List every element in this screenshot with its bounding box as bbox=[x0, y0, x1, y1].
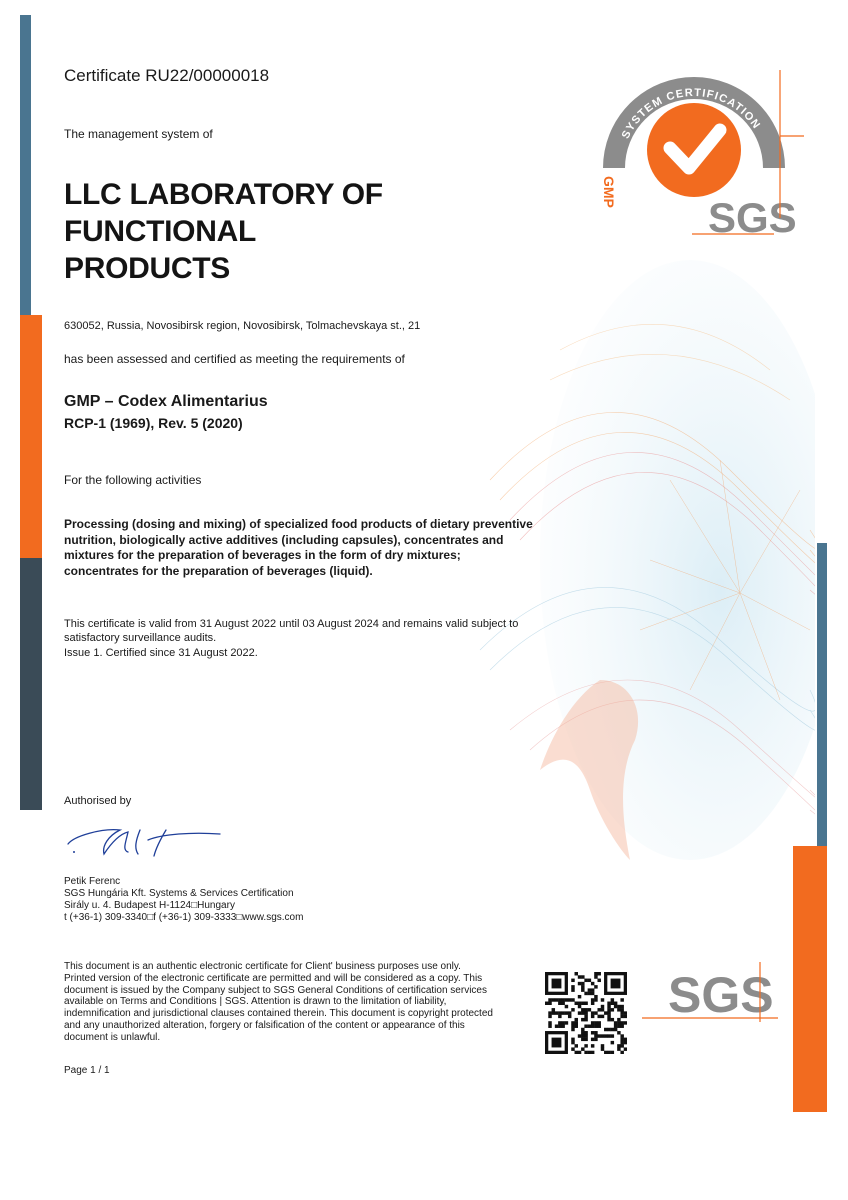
disclaimer-text: This document is an authentic electronic certificate for Client' business purposes use only. Printed version of the electronic certificate are permitted and will be considered as a copy. This document is issued by the Company subject to SGS General Conditions of certification services available on Terms and Conditions | SGS. Attention is drawn to the limitation of liability, indemnification and jurisdictional clauses contained therein. This document is copyright protected and any unauthorized alteration, forgery or falsification of the content or appearance of this document is unlawful. bbox=[64, 961, 493, 1043]
gmp-certification-logo bbox=[592, 68, 812, 240]
activities-scope: Processing (dosing and mixing) of specialized food products of dietary preventive nutrition, biologically active additives (including capsules), concentrates and mixtures for the preparation of beverages in the form of dry mixtures; concentrates for the preparation of beverages (liquid). bbox=[64, 517, 533, 578]
validity-statement: This certificate is valid from 31 August 2022 until 03 August 2024 and remains valid subject to satisfactory surveillance audits. bbox=[64, 618, 519, 644]
authorised-by-label: Authorised by bbox=[64, 795, 132, 807]
activities-intro: For the following activities bbox=[64, 473, 202, 487]
assessed-statement: has been assessed and certified as meeting the requirements of bbox=[64, 352, 405, 366]
sgs-footer-logo bbox=[640, 962, 782, 1026]
standard-name: GMP – Codex Alimentarius bbox=[64, 393, 268, 410]
organization-address: 630052, Russia, Novosibirsk region, Novosibirsk, Tolmachevskaya st., 21 bbox=[64, 320, 421, 332]
issue-statement: Issue 1. Certified since 31 August 2022. bbox=[64, 647, 258, 659]
left-bar-dark bbox=[20, 558, 42, 810]
logo-brand: SGS bbox=[708, 194, 797, 240]
org-line-1: LLC LABORATORY OF bbox=[64, 178, 383, 211]
qr-code[interactable] bbox=[545, 972, 627, 1054]
org-line-2: FUNCTIONAL bbox=[64, 215, 256, 248]
left-bar-orange bbox=[20, 315, 42, 558]
organization-name bbox=[64, 176, 484, 287]
signer-street: Sirály u. 4. Budapest H-1124□Hungary bbox=[64, 900, 235, 911]
signer-company: SGS Hungária Kft. Systems & Services Certification bbox=[64, 888, 294, 899]
certificate-number: Certificate RU22/00000018 bbox=[64, 66, 270, 85]
right-bar-orange bbox=[793, 846, 827, 1112]
org-line-3: PRODUCTS bbox=[64, 252, 230, 285]
signer-name: Petik Ferenc bbox=[64, 876, 121, 887]
management-intro: The management system of bbox=[64, 127, 213, 141]
footer-logo-brand: SGS bbox=[668, 967, 774, 1023]
standard-reference: RCP-1 (1969), Rev. 5 (2020) bbox=[64, 415, 243, 431]
right-bar-blue bbox=[817, 543, 827, 846]
left-bar-blue bbox=[20, 15, 31, 315]
signer-block bbox=[64, 876, 303, 924]
signature bbox=[62, 822, 227, 862]
page-number: Page 1 / 1 bbox=[64, 1065, 110, 1076]
logo-side-text: GMP bbox=[601, 176, 617, 208]
logo-arc-text: SYSTEM CERTIFICATION bbox=[619, 86, 763, 141]
signer-contact: t (+36-1) 309-3340□f (+36-1) 309-3333□www.sgs.com bbox=[64, 912, 304, 923]
